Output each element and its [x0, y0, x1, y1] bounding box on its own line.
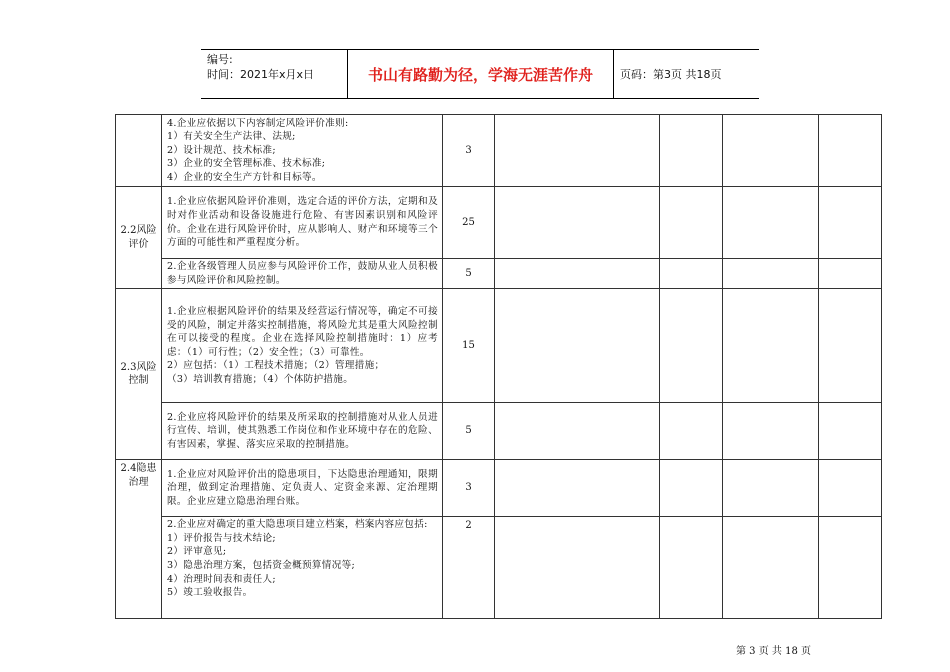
empty-cell	[660, 517, 723, 619]
table-row	[116, 460, 882, 517]
empty-cell	[723, 289, 819, 403]
page-footer: 第 3 页 共 18 页	[736, 646, 811, 657]
empty-cell	[660, 115, 723, 187]
header-meta	[201, 50, 348, 98]
empty-cell	[495, 115, 660, 187]
item-cell: 2.2风险评价	[116, 187, 162, 289]
empty-cell	[819, 517, 882, 619]
header-page-info: 页码：第3页 共18页	[620, 68, 722, 81]
score-cell: 25	[443, 187, 495, 259]
empty-cell	[495, 517, 660, 619]
empty-cell	[723, 187, 819, 259]
empty-cell	[495, 460, 660, 517]
empty-cell	[660, 259, 723, 289]
content-cell: 2.企业各级管理人员应参与风险评价工作，鼓励从业人员积极参与风险评价和风险控制。	[162, 259, 443, 289]
table-row	[116, 289, 882, 403]
content-cell: 1.企业应根据风险评价的结果及经营运行情况等，确定不可接受的风险，制定并落实控制措施，将风险尤其是重大风险控制在可以接受的程度。企业在选择风险控制措施时：1）应考虑：（1）可行性；（2）安全性；（3）可靠性。 2）应包括：（1）工程技术措施；（2）管理措施； （3）培训教育措施；（4）个体防护措施。	[162, 289, 443, 403]
item-cell	[116, 115, 162, 187]
empty-cell	[723, 517, 819, 619]
table-row	[116, 115, 882, 187]
evaluation-table	[115, 114, 882, 619]
empty-cell	[723, 259, 819, 289]
code-label: 编号:	[207, 53, 233, 66]
score-cell: 5	[443, 403, 495, 460]
content-cell: 2.企业应对确定的重大隐患项目建立档案，档案内容应包括: 1）评价报告与技术结论; 2）评审意见; 3）隐患治理方案，包括资金概预算情况等; 4）治理时间表和责任人; 5）竣工验收报告。	[162, 517, 443, 619]
empty-cell	[819, 403, 882, 460]
content-cell: 2.企业应将风险评价的结果及所采取的控制措施对从业人员进行宣传、培训，使其熟悉工作岗位和作业环境中存在的危险、有害因素，掌握、落实应采取的控制措施。	[162, 403, 443, 460]
empty-cell	[819, 289, 882, 403]
time-label: 时间：2021年x月x日	[207, 68, 315, 81]
content-cell: 4.企业应依据以下内容制定风险评价准则: 1）有关安全生产法律、法规; 2）设计规范、技术标准; 3）企业的安全管理标准、技术标准; 4）企业的安全生产方针和目标等。	[162, 115, 443, 187]
empty-cell	[660, 403, 723, 460]
table-row	[116, 403, 882, 460]
item-cell: 2.3风险控制	[116, 289, 162, 460]
empty-cell	[819, 187, 882, 259]
score-cell: 5	[443, 259, 495, 289]
empty-cell	[819, 460, 882, 517]
empty-cell	[660, 289, 723, 403]
table-row	[116, 187, 882, 259]
content-cell: 1.企业应对风险评价出的隐患项目，下达隐患治理通知，限期治理，做到定治理措施、定负责人、定资金来源、定治理期限。企业应建立隐患治理台账。	[162, 460, 443, 517]
empty-cell	[495, 259, 660, 289]
content-cell: 1.企业应依据风险评价准则，选定合适的评价方法，定期和及时对作业活动和设备设施进行危险、有害因素识别和风险评价。企业在进行风险评价时，应从影响人、财产和环境等三个方面的可能性和严重程度分析。	[162, 187, 443, 259]
empty-cell	[495, 187, 660, 259]
empty-cell	[660, 187, 723, 259]
header-motto: 书山有路勤为径，学海无涯苦作舟	[348, 50, 614, 98]
score-cell: 3	[443, 460, 495, 517]
empty-cell	[495, 289, 660, 403]
score-cell: 2	[443, 517, 495, 619]
item-cell: 2.4隐患治理	[116, 460, 162, 619]
empty-cell	[660, 460, 723, 517]
empty-cell	[819, 115, 882, 187]
empty-cell	[723, 115, 819, 187]
empty-cell	[723, 403, 819, 460]
table-row	[116, 517, 882, 619]
score-cell: 3	[443, 115, 495, 187]
table-row	[116, 259, 882, 289]
page-header	[201, 49, 759, 99]
score-cell: 15	[443, 289, 495, 403]
empty-cell	[495, 403, 660, 460]
empty-cell	[723, 460, 819, 517]
empty-cell	[819, 259, 882, 289]
